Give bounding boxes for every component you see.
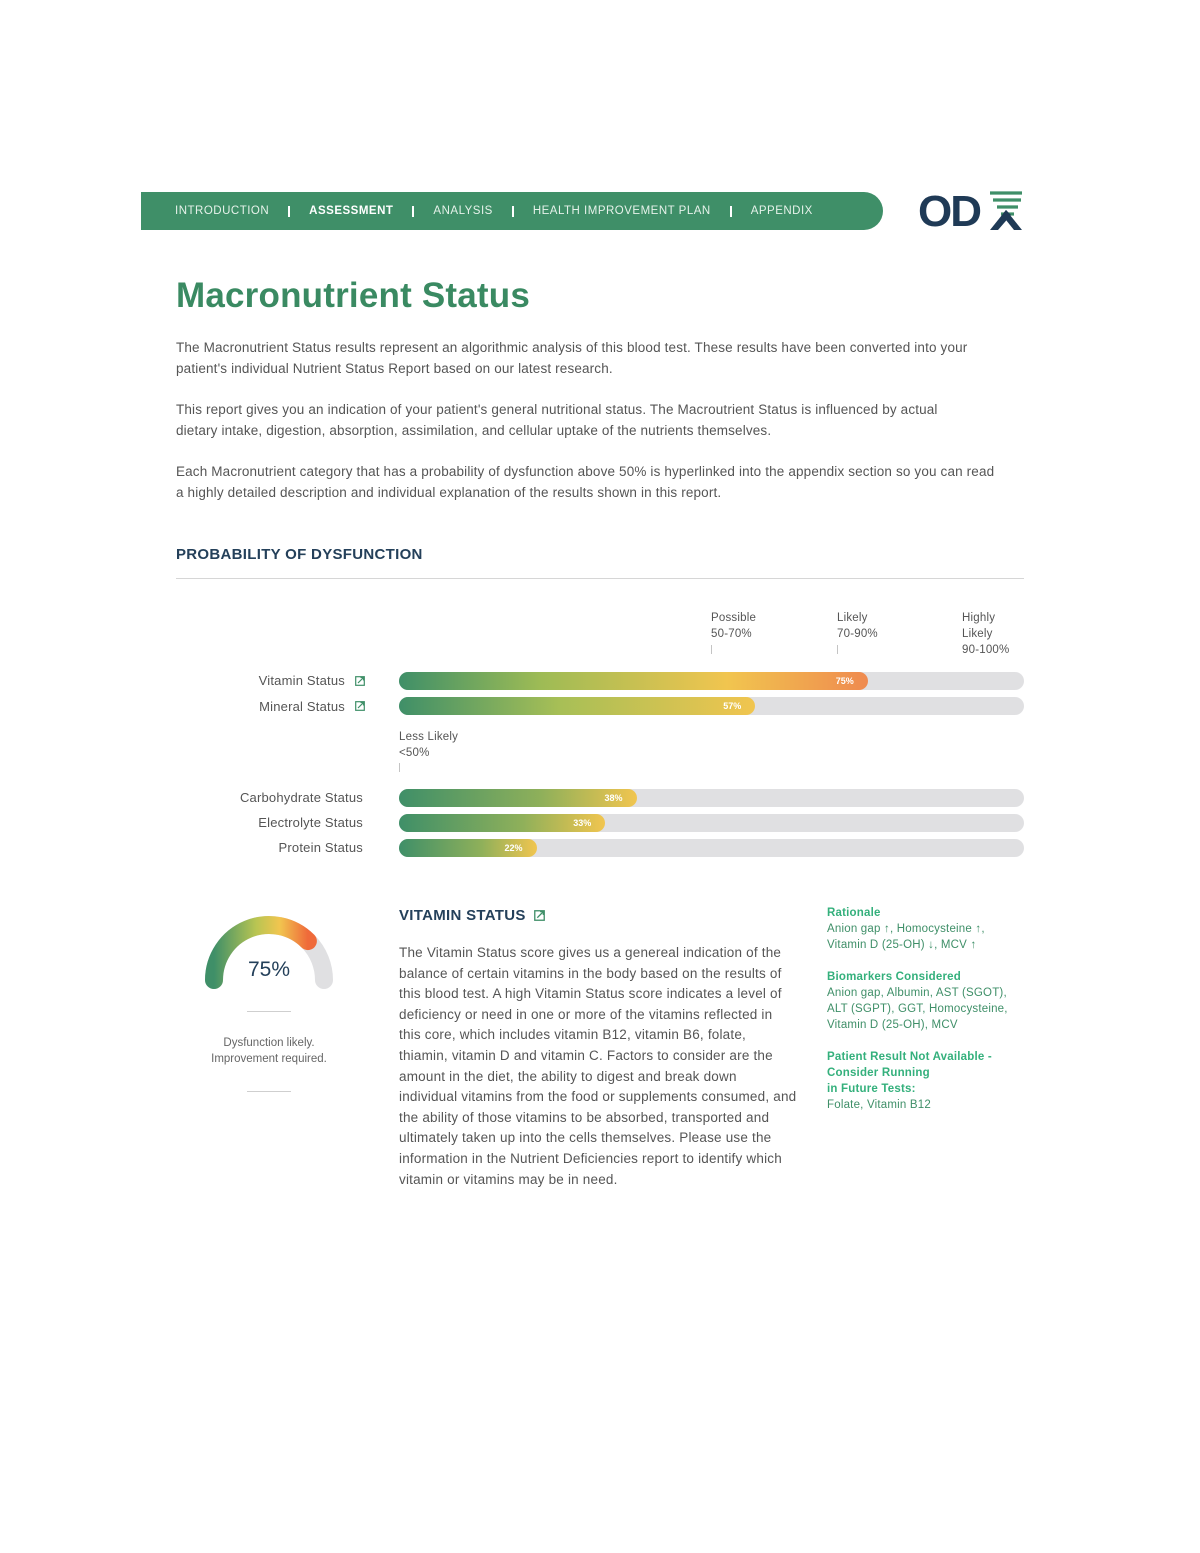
external-link-icon[interactable] bbox=[355, 676, 365, 686]
bar-label: Protein Status bbox=[278, 840, 363, 855]
vitamin-status-title[interactable]: VITAMIN STATUS bbox=[399, 907, 545, 924]
probability-heading: PROBABILITY OF DYSFUNCTION bbox=[176, 546, 423, 563]
not-available-heading: Consider Running bbox=[827, 1067, 930, 1079]
nav-analysis[interactable]: ANALYSIS bbox=[433, 205, 493, 217]
bar-fill bbox=[399, 814, 605, 832]
section-nav bbox=[141, 192, 883, 230]
rationale-block bbox=[827, 905, 1037, 953]
not-available-heading: in Future Tests: bbox=[827, 1083, 916, 1095]
dysfunction-gauge bbox=[194, 900, 344, 1000]
band-tick bbox=[399, 763, 400, 772]
bar-value-label: 75% bbox=[835, 676, 854, 686]
bar-fill bbox=[399, 672, 868, 690]
nav-separator bbox=[512, 206, 514, 217]
nav-assessment[interactable]: ASSESSMENT bbox=[309, 205, 394, 217]
rationale-text: Vitamin D (25-OH) ↓, MCV ↑ bbox=[827, 939, 977, 951]
rationale-text: Anion gap ↑, Homocysteine ↑, bbox=[827, 923, 985, 935]
band-tick bbox=[711, 645, 712, 654]
bar-track bbox=[399, 672, 1024, 690]
gauge-value: 75% bbox=[247, 958, 291, 981]
bar-track bbox=[399, 697, 1024, 715]
nav-separator bbox=[288, 206, 290, 217]
bar-track bbox=[399, 789, 1024, 807]
bar-label: Electrolyte Status bbox=[258, 815, 363, 830]
bar-fill bbox=[399, 789, 637, 807]
external-link-icon[interactable] bbox=[534, 910, 545, 921]
biomarkers-block bbox=[827, 969, 1037, 1033]
bar-track bbox=[399, 814, 1024, 832]
bar-fill bbox=[399, 697, 755, 715]
nav-separator bbox=[412, 206, 414, 217]
bar-track bbox=[399, 839, 1024, 857]
not-available-block bbox=[827, 1049, 1037, 1113]
biomarkers-heading: Biomarkers Considered bbox=[827, 971, 961, 983]
intro-paragraph: Each Macronutrient category that has a probability of dysfunction above 50% is hyperlinked into the appendix section so you can read a highly detailed description and individual explanation of the results shown in this report. bbox=[176, 464, 995, 500]
bar-value-label: 22% bbox=[504, 843, 523, 853]
divider bbox=[247, 1091, 291, 1092]
biomarkers-text: ALT (SGPT), GGT, Homocysteine, bbox=[827, 1003, 1008, 1015]
divider bbox=[247, 1011, 291, 1012]
not-available-text: Folate, Vitamin B12 bbox=[827, 1099, 931, 1111]
bar-value-label: 38% bbox=[604, 793, 623, 803]
vitamin-status-body: The Vitamin Status score gives us a genereal indication of the balance of certain vitamins in the body based on the results of this blood test. A high Vitamin Status score indicates a level of deficiency or need in one or more of the vitamins reflected in this core, which includes vitamin B12, vitamin B6, folate, thiamin, vitamin D and vitamin C. Factors to consider are the amount in the diet, the ability to digest and break down individual vitamins from the food or supplements consumed, and the ability of those vitamins to be absorbed, transported and ultimately taken up into the cells themselves. Please use the information in the Nutrient Deficiencies report to identify which vitamin or vitamins may be in need. bbox=[399, 945, 797, 1187]
page-title: Macronutrient Status bbox=[176, 276, 531, 315]
biomarkers-text: Vitamin D (25-OH), MCV bbox=[827, 1019, 958, 1031]
nav-introduction[interactable]: INTRODUCTION bbox=[175, 205, 270, 217]
biomarkers-text: Anion gap, Albumin, AST (SGOT), bbox=[827, 987, 1007, 999]
svg-text:OD: OD bbox=[918, 188, 980, 234]
intro-paragraph: This report gives you an indication of your patient's general nutritional status. The Macroutrient Status is influenced by actual dietary intake, digestion, absorption, assimilation, and cellular uptake of the nutrients themselves. bbox=[176, 402, 938, 438]
nav-health-improvement-plan[interactable]: HEALTH IMPROVEMENT PLAN bbox=[532, 205, 711, 217]
not-available-heading: Patient Result Not Available - bbox=[827, 1051, 992, 1063]
bar-label[interactable]: Vitamin Status bbox=[258, 673, 345, 688]
bar-value-label: 57% bbox=[723, 701, 742, 711]
band-possible-label: Possible 50-70% bbox=[711, 612, 757, 640]
bar-label: Carbohydrate Status bbox=[239, 790, 363, 805]
bar-label[interactable]: Mineral Status bbox=[259, 699, 345, 714]
nav-appendix[interactable]: APPENDIX bbox=[750, 205, 813, 217]
divider bbox=[176, 578, 1024, 579]
band-tick bbox=[837, 645, 838, 654]
odx-logo bbox=[918, 188, 1026, 234]
band-likely-label: Likely 70-90% bbox=[837, 612, 878, 640]
external-link-icon[interactable] bbox=[355, 701, 365, 711]
intro-paragraph: The Macronutrient Status results represent an algorithmic analysis of this blood test. These results have been converted into your patient's individual Nutrient Status Report based on our latest research. bbox=[176, 340, 968, 376]
band-less-likely-label: Less Likely <50% bbox=[399, 731, 459, 759]
bar-fill bbox=[399, 839, 537, 857]
nav-separator bbox=[730, 206, 732, 217]
band-highly-likely-label: Highly Likely 90-100% bbox=[962, 612, 1010, 656]
bar-value-label: 33% bbox=[573, 818, 592, 828]
gauge-caption: Dysfunction likely. Improvement required. bbox=[211, 1037, 327, 1065]
rationale-heading: Rationale bbox=[827, 907, 881, 919]
